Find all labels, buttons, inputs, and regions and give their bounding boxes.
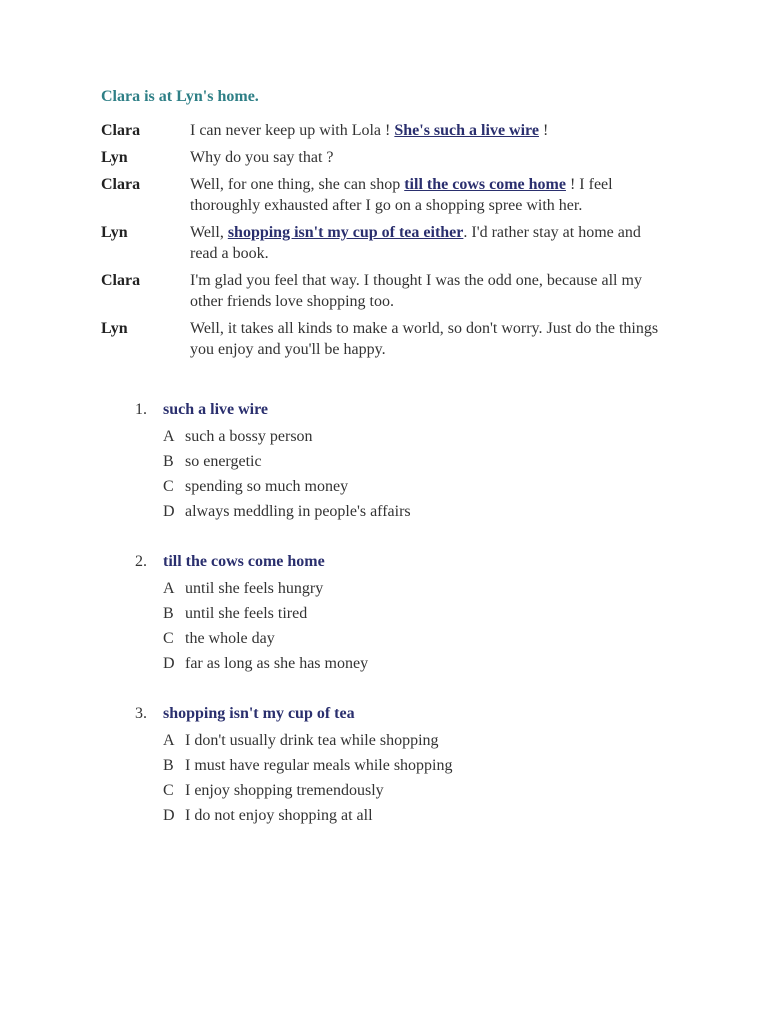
dialogue-line [101,270,661,312]
speaker-name: Lyn [101,224,128,241]
option-letter: C [163,478,174,495]
answer-option [163,728,555,753]
highlighted-idiom: She's such a live wire [394,122,539,139]
speaker-name: Lyn [101,320,128,337]
answer-option [163,626,555,651]
speech-part: ! [538,122,549,139]
option-text: so energetic [185,453,262,470]
answer-option [163,449,555,474]
highlighted-idiom: till the cows come home [404,176,566,193]
page-title: Clara is at Lyn's home. [101,88,259,105]
dialogue-line [101,174,661,216]
option-letter: D [163,655,175,672]
option-text: such a bossy person [185,428,313,445]
option-text: I must have regular meals while shopping [185,757,453,774]
option-text: spending so much money [185,478,349,495]
option-text: I do not enjoy shopping at all [185,807,373,824]
dialogue-line [101,120,661,141]
option-letter: C [163,782,174,799]
speaker-name: Lyn [101,149,128,166]
question-number: 1. [135,401,147,418]
speech-part: Well, [190,224,228,241]
option-text: until she feels tired [185,605,308,622]
speaker-name: Clara [101,122,141,139]
speech-text [190,222,661,264]
question-heading [135,398,555,422]
option-letter: D [163,503,175,520]
speech-text [190,120,661,141]
answer-option [163,753,555,778]
question-list [135,398,555,854]
question-2 [135,550,555,676]
speech-part: Well, it takes all kinds to make a world, so don't worry. Just do the things you enjoy and you'll be happy. [190,320,659,358]
question-1 [135,398,555,524]
speech-part: Well, for one thing, she can shop [190,176,405,193]
answer-option [163,778,555,803]
option-text: the whole day [185,630,275,647]
option-letter: A [163,428,175,445]
speech-part: . I'd rather stay at home and read a book. [190,224,641,262]
speech-part: Why do you say that ? [190,149,334,166]
dialogue [101,120,661,366]
option-letter: D [163,807,175,824]
option-text: until she feels hungry [185,580,324,597]
option-text: far as long as she has money [185,655,369,672]
question-phrase: till the cows come home [163,553,325,570]
option-letter: B [163,605,174,622]
speaker-name: Clara [101,176,141,193]
speech-text [190,270,661,312]
question-heading [135,550,555,574]
question-phrase: shopping isn't my cup of tea [163,705,355,722]
option-letter: C [163,630,174,647]
speech-text [190,147,661,168]
question-3 [135,702,555,828]
answer-option [163,651,555,676]
question-number: 3. [135,705,147,722]
answer-option [163,803,555,828]
highlighted-idiom: shopping isn't my cup of tea either [227,224,464,241]
option-letter: A [163,580,175,597]
dialogue-line [101,147,661,168]
option-text: I enjoy shopping tremendously [185,782,384,799]
question-heading [135,702,555,726]
answer-option [163,424,555,449]
dialogue-line [101,222,661,264]
answer-option [163,576,555,601]
answer-option [163,601,555,626]
speech-part: I'm glad you feel that way. I thought I was the odd one, because all my other friends love shopping too. [190,272,642,310]
question-number: 2. [135,553,147,570]
speaker-name: Clara [101,272,141,289]
option-letter: B [163,453,174,470]
option-text: I don't usually drink tea while shopping [185,732,439,749]
speech-text [190,318,661,360]
answer-option [163,474,555,499]
option-letter: A [163,732,175,749]
speech-part: I can never keep up with Lola ! [190,122,395,139]
dialogue-line [101,318,661,360]
option-text: always meddling in people's affairs [185,503,411,520]
answer-option [163,499,555,524]
option-letter: B [163,757,174,774]
speech-text [190,174,661,216]
speech-part: ! I feel thoroughly exhausted after I go on a shopping spree with her. [190,176,613,214]
question-phrase: such a live wire [163,401,269,418]
